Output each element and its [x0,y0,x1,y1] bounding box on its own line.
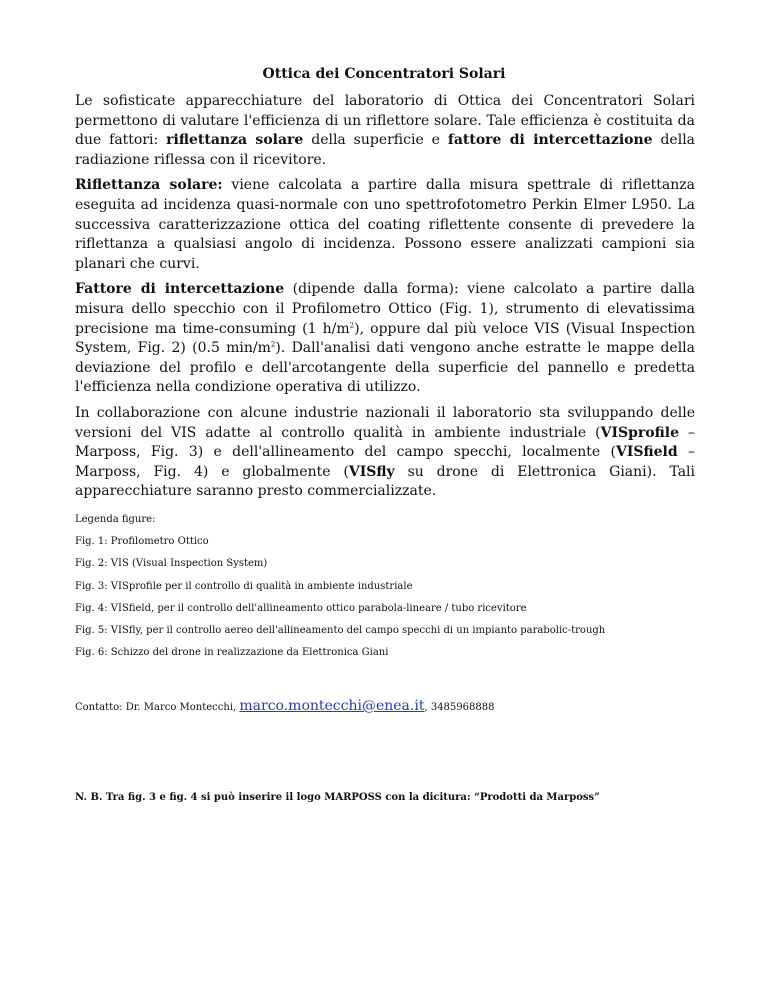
term-fattore-intercettazione: fattore di intercettazione [447,132,653,149]
term-visfield: VISfield [615,444,678,461]
document-body [75,92,695,508]
legend-heading: Legenda figure: [75,514,156,525]
collab-text-1: In collaborazione con alcune industrie nazionali il laboratorio sta sviluppando delle versioni del VIS adatte al controllo qualità in ambiente industriale ( [75,404,695,441]
intro-text-3: della radiazione riflessa con il ricevitore. [75,132,696,168]
legend-item: Fig. 3: VISprofile per il controllo di qualità in ambiente industriale [75,580,413,592]
term-visfly: VISfly [348,463,395,480]
collab-text-2: – Marposs, Fig. 3) e dell'allineamento del campo specchi, localmente ( [75,424,695,461]
intro-text-2: della superficie e [303,132,448,149]
legend-item: Fig. 4: VISfield, per il controllo dell'allineamento ottico parabola-lineare / tubo ricevitore [75,602,527,614]
riflettanza-paragraph [75,176,695,274]
intercettazione-paragraph [75,280,695,398]
nb-note: N. B. Tra fig. 3 e fig. 4 si può inserire il logo MARPOSS con la dicitura: “Prodotti da Marposs” [75,792,600,803]
intro-text-1: Le sofisticate apparecchiature del laboratorio di Ottica dei Concentratori Solari permettono di valutare l'efficienza di un riflettore solare. Tale efficienza è costituita da due fattori: [75,93,695,149]
intercettazione-text-3: ). Dall'analisi dati vengono anche estratte le mappe della deviazione del profilo e dell'arcotangente della superficie del pannello e predetta l'efficienza nella condizione operativa di utilizzo. [75,340,695,396]
contact-prefix: Contatto: Dr. Marco Montecchi, [75,702,240,713]
riflettanza-text: viene calcolata a partire dalla misura spettrale di riflettanza eseguita ad incidenza quasi-normale con uno spettrofotometro Perkin Elmer L950. La successiva caratterizzazione ottica del coating riflettente consente di prevedere la riflettanza a qualsiasi angolo di incidenza. Possono essere analizzati campioni sia planari che curvi. [75,177,695,272]
contact-line [75,698,715,716]
legend-item: Fig. 1: Profilometro Ottico [75,536,209,548]
riflettanza-heading: Riflettanza solare: [75,177,223,194]
contact-email-link[interactable]: marco.montecchi@enea.it [239,698,425,714]
superscript-2: 2 [349,320,355,329]
intercettazione-text-1: (dipende dalla forma): viene calcolato a partire dalla misura dello specchio con il Profilometro Ottico (Fig. 1), strumento di elevatissima precisione ma time-consuming (1 h/m [75,281,696,337]
legend-item: Fig. 5: VISfly, per il controllo aereo dell'allineamento del campo specchi di un impianto parabolic-trough [75,624,606,636]
term-visprofile: VISprofile [600,424,680,441]
term-riflettanza-solare: riflettanza solare [166,132,304,149]
figure-legend [75,514,715,669]
intro-paragraph [75,92,695,170]
collab-text-4: su drone di Elettronica Giani). Tali apparecchiature saranno presto commercializzate. [75,463,695,500]
intercettazione-text-2: ), oppure dal più veloce VIS (Visual Inspection System, Fig. 2) (0.5 min/m [75,320,695,357]
collab-text-3: – Marposs, Fig. 4) e globalmente ( [75,444,695,480]
page-title: Ottica dei Concentratori Solari [262,66,506,82]
legend-item: Fig. 2: VIS (Visual Inspection System) [75,558,268,570]
superscript-2b: 2 [270,340,276,349]
intercettazione-heading: Fattore di intercettazione [75,281,285,298]
collaborazione-paragraph [75,404,695,502]
contact-phone: , 3485968888 [424,702,495,713]
legend-item: Fig. 6: Schizzo del drone in realizzazione da Elettronica Giani [75,647,389,659]
